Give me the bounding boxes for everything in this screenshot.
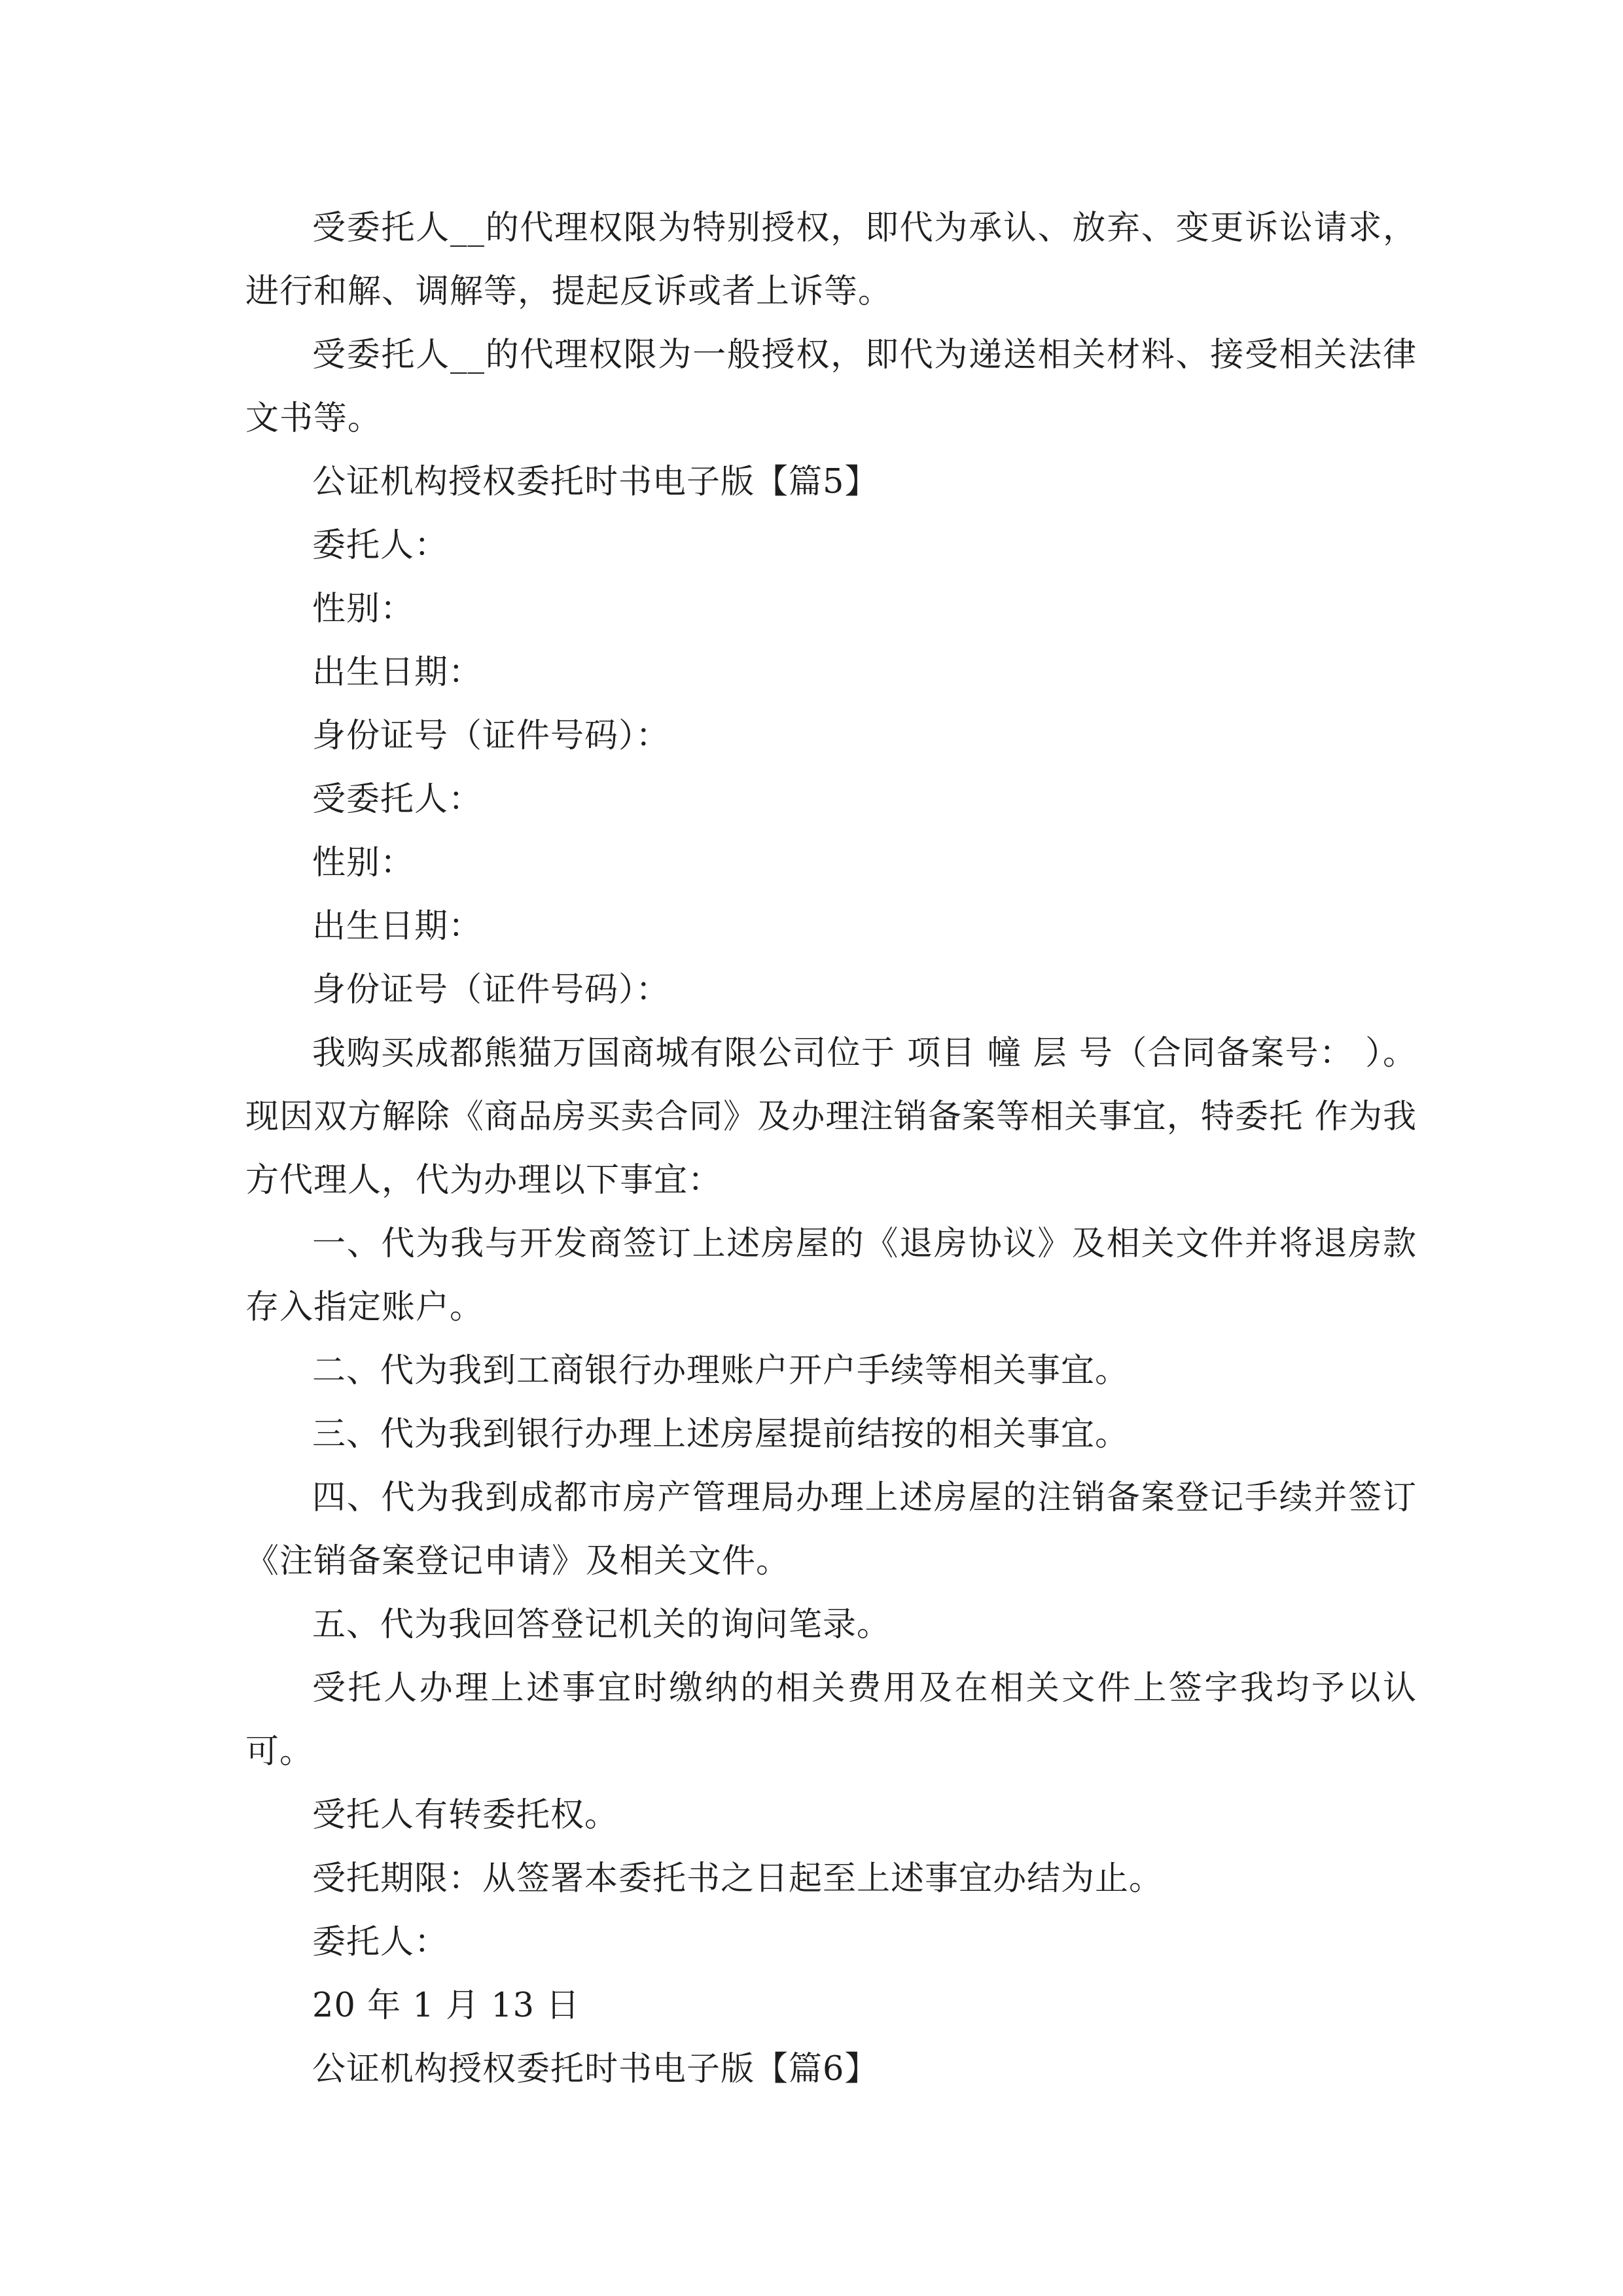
section-heading-6: 公证机构授权委托时书电子版【篇6】 (312, 2050, 879, 2089)
list-item-5: 五、代为我回答登记机关的询问笔录。 (312, 1605, 891, 1644)
list-item-2: 二、代为我到工商银行办理账户开户手续等相关事宜。 (312, 1352, 1130, 1390)
list-item-3: 三、代为我到银行办理上述房屋提前结按的相关事宜。 (312, 1415, 1130, 1454)
field-agent-gender: 性别： (312, 844, 415, 882)
paragraph-special-authorization: 受委托人__的代理权限为特别授权，即代为承认、放弃、变更诉讼请求，进行和解、调解等，提起反诉或者上诉等。 (245, 209, 1417, 311)
list-item-1: 一、代为我与开发商签订上述房屋的《退房协议》及相关文件并将退房款存入指定账户。 (245, 1225, 1417, 1327)
section-heading-5: 公证机构授权委托时书电子版【篇5】 (312, 463, 879, 501)
paragraph-general-authorization: 受委托人__的代理权限为一般授权，即代为递送相关材料、接受相关法律文书等。 (245, 336, 1417, 438)
signature-principal: 委托人： (312, 1923, 449, 1962)
paragraph-term: 受托期限：从签署本委托书之日起至上述事宜办结为止。 (312, 1859, 1164, 1898)
field-agent-birthdate: 出生日期： (312, 907, 483, 946)
field-principal-id: 身份证号（证件号码）： (312, 717, 670, 755)
list-item-4: 四、代为我到成都市房产管理局办理上述房屋的注销备案登记手续并签订《注销备案登记申请》及相关文件。 (245, 1479, 1417, 1581)
field-agent-id: 身份证号（证件号码）： (312, 971, 670, 1009)
paragraph-subdelegation: 受托人有转委托权。 (312, 1796, 619, 1835)
signature-date: 20 年 1 月 13 日 (312, 1986, 580, 2025)
field-agent: 受委托人： (312, 780, 483, 819)
paragraph-purchase-statement: 我购买成都熊猫万国商城有限公司位于 项目 幢 层 号（合同备案号： ）。现因双方解除《商品房买卖合同》及办理注销备案等相关事宜，特委托 作为我方代理人，代为办理以下事宜： (245, 1034, 1417, 1200)
paragraph-fees-consent: 受托人办理上述事宜时缴纳的相关费用及在相关文件上签字我均予以认可。 (245, 1669, 1417, 1771)
field-principal-gender: 性别： (312, 590, 415, 628)
document-body (245, 196, 1417, 2101)
field-principal-birthdate: 出生日期： (312, 653, 483, 692)
field-principal: 委托人： (312, 526, 449, 565)
